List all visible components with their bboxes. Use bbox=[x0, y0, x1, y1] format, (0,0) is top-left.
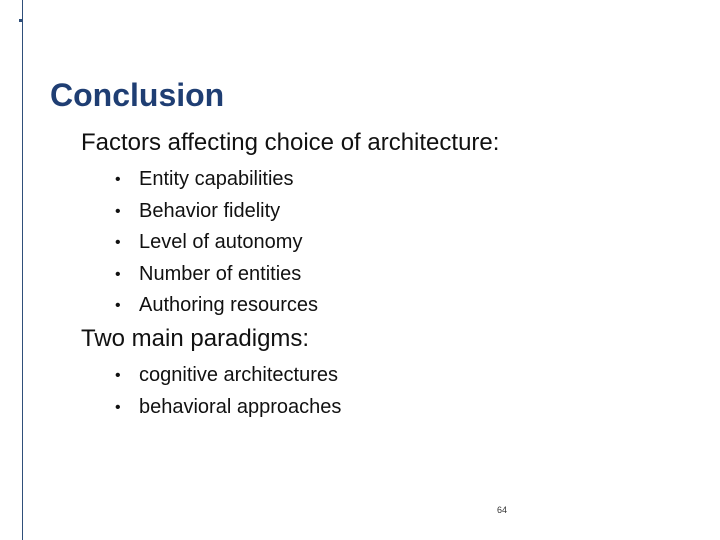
bullet-item bbox=[115, 290, 318, 322]
page-number: 64 bbox=[497, 505, 508, 515]
bullet-item bbox=[115, 259, 318, 291]
bullet-text: Behavior fidelity bbox=[139, 199, 281, 222]
corner-dot bbox=[19, 19, 22, 22]
factors-bullet-list bbox=[115, 164, 318, 322]
bullet-icon: • bbox=[115, 367, 121, 384]
bullet-item bbox=[115, 392, 341, 424]
bullet-icon: • bbox=[115, 398, 121, 416]
bullet-text: Authoring resources bbox=[139, 294, 318, 316]
bullet-icon: • bbox=[115, 297, 121, 314]
bullet-icon: • bbox=[115, 171, 121, 188]
paradigms-bullet-list bbox=[115, 360, 341, 423]
bullet-icon: • bbox=[115, 202, 121, 220]
bullet-icon: • bbox=[115, 234, 121, 251]
section-heading-paradigms: Two main paradigms: bbox=[81, 325, 310, 352]
bullet-text: Entity capabilities bbox=[139, 168, 294, 190]
bullet-text: cognitive architectures bbox=[139, 364, 338, 386]
bullet-icon: • bbox=[115, 265, 121, 283]
section-heading-factors: Factors affecting choice of architecture: bbox=[81, 129, 500, 156]
bullet-item bbox=[115, 227, 318, 259]
left-vertical-rule bbox=[22, 0, 23, 540]
bullet-text: behavioral approaches bbox=[139, 395, 342, 418]
bullet-item bbox=[115, 360, 341, 392]
bullet-text: Level of autonomy bbox=[139, 231, 303, 253]
bullet-item bbox=[115, 164, 318, 196]
bullet-text: Number of entities bbox=[139, 262, 302, 285]
bullet-item bbox=[115, 196, 318, 228]
slide-title: Conclusion bbox=[50, 77, 225, 113]
